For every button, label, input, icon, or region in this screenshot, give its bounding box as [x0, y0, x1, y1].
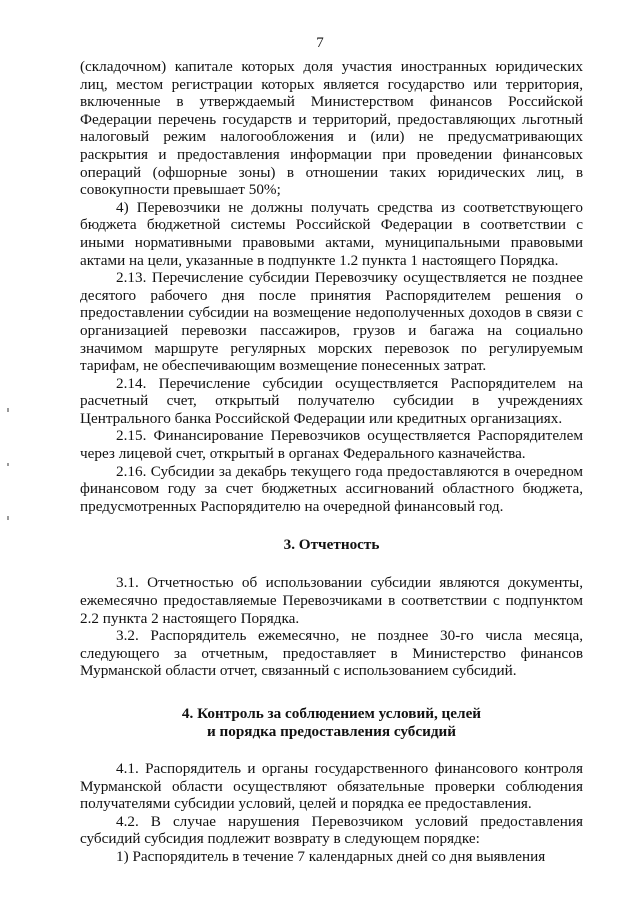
paragraph-4-2-item-1: 1) Распорядитель в течение 7 календарных дней со дня выявления: [116, 847, 546, 865]
paragraph-4-1: 4.1. Распорядитель и органы государственного финансового контроля Мурманской области осуществляют обязательные проверки соблюдения получателями субсидии условий, целей и порядка ее предоставления.: [80, 760, 583, 813]
section-3-heading: 3. Отчетность: [283, 536, 380, 554]
paragraph-2-15: 2.15. Финансирование Перевозчиков осуществляется Распорядителем через лицевой счет, открытый в органах Федерального казначейства.: [80, 427, 583, 463]
paragraph-3-2: 3.2. Распорядитель ежемесячно, не позднее 30-го числа месяца, следующего за отчетным, предоставляет в Министерство финансов Мурманской области отчет, связанный с использованием субсидий.: [80, 627, 583, 680]
paragraph-continuation: (складочном) капитале которых доля участия иностранных юридических лиц, местом регистрации которых является государство или территория, включенные в утверждаемый Министерством финансов Российской Федерации перечень государств и территорий, предоставляющих льготный налоговый режим налогообложения и (или) не предусматривающих раскрытия и предоставления информации при проведении финансовых операций (офшорные зоны) в отношении таких юридических лиц, в совокупности превышает 50%;: [80, 58, 583, 199]
section-4-heading-line-2: и порядка предоставления субсидий: [206, 723, 457, 740]
paragraph-item-4: 4) Перевозчики не должны получать средства из соответствующего бюджета бюджетной системы Российской Федерации в соответствии с иными нормативными правовыми актами, муниципальными правовыми актами на цели, указанные в подпункте 1.2 пункта 1 настоящего Порядка.: [80, 198, 583, 269]
page-number: 7: [316, 35, 324, 51]
paragraph-2-14: 2.14. Перечисление субсидии осуществляется Распорядителем на расчетный счет, открытый получателю субсидии в учреждениях Центрального банка Российской Федерации или кредитных организациях.: [80, 374, 583, 427]
paragraph-3-1: 3.1. Отчетностью об использовании субсидии являются документы, ежемесячно предоставляемые Перевозчиками в соответствии с подпунктом 2.2 пункта 2 настоящего Порядка.: [80, 574, 583, 627]
section-4-heading: [80, 705, 583, 741]
paragraph-4-2: 4.2. В случае нарушения Перевозчиком условий предоставления субсидий субсидия подлежит возврату в следующем порядке:: [80, 812, 583, 848]
scan-edge-mark: [7, 516, 9, 520]
scan-edge-mark: [7, 408, 9, 412]
section-4-heading-line-1: 4. Контроль за соблюдением условий, целей: [181, 705, 482, 722]
paragraph-2-16: 2.16. Субсидии за декабрь текущего года предоставляются в очередном финансовом году за счет бюджетных ассигнований областного бюджета, предусмотренных Распорядителю на очередной финансовый год.: [80, 462, 583, 515]
scan-edge-mark: [7, 463, 9, 466]
paragraph-2-13: 2.13. Перечисление субсидии Перевозчику осуществляется не позднее десятого рабочего дня после принятия Распорядителем решения о предоставлении субсидии на возмещение недополученных доходов в связи с организацией перевозки пассажиров, грузов и багажа на социально значимом маршруте регулярных морских перевозок по регулируемым тарифам, не обеспечивающим возмещение понесенных затрат.: [80, 269, 583, 375]
document-body: [80, 58, 583, 866]
